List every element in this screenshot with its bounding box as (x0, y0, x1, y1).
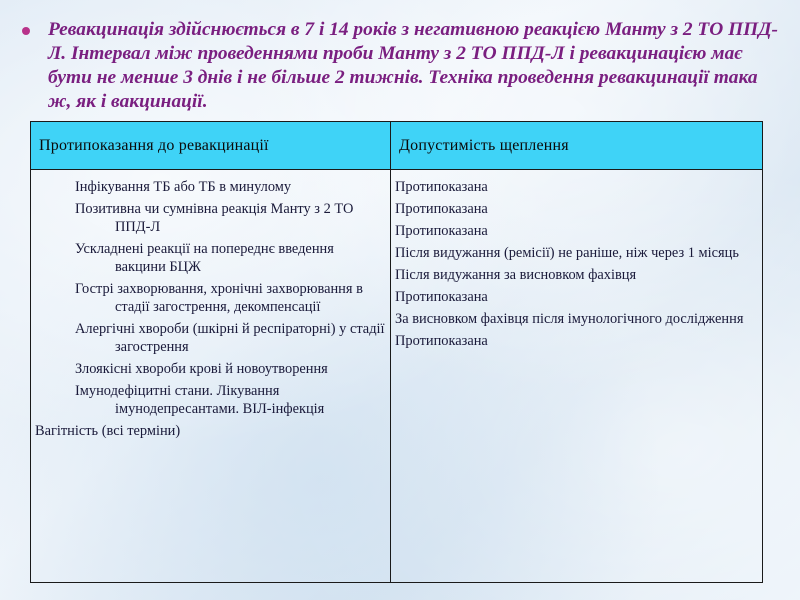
header-contraindications: Протипоказання до ревакцинації (31, 122, 391, 170)
admissibility-item: Протипоказана (395, 201, 488, 217)
admissibility-item: За висновком фахівця після імунологічного дослідження (395, 311, 744, 327)
revaccination-table (30, 121, 763, 583)
contraindication-item: Ускладнені реакції на попереднє введення вакцини БЦЖ (75, 241, 334, 275)
contraindication-item: Вагітність (всі терміни) (35, 423, 181, 439)
header-admissibility: Допустимість щеплення (391, 122, 763, 170)
table-header-row (31, 122, 763, 170)
contraindication-item: Інфікування ТБ або ТБ в минулому (75, 179, 292, 195)
contraindication-item: Гострі захворювання, хронічні захворювання в стадії загострення, декомпенсації (75, 281, 363, 315)
admissibility-item: Після видужання за висновком фахівця (395, 267, 637, 283)
intro-bullet (22, 18, 782, 114)
contraindication-item: Злоякісні хвороби крові й новоутворення (75, 361, 328, 377)
table-row (31, 170, 763, 583)
contraindication-item: Імунодефіцитні стани. Лікування імунодепресантами. ВІЛ-інфекція (75, 383, 325, 417)
admissibility-item: Протипоказана (395, 289, 488, 305)
contraindications-cell (31, 170, 391, 583)
intro-text: Ревакцинація здійснюється в 7 і 14 років з негативною реакцією Манту з 2 ТО ППД-Л. Інтервал між проведеннями проби Манту з 2 ТО ППД-Л і ревакцинацією має бути не менше 3 днів і не більше 2 тижнів. Техніка проведення ревакцинації така ж, як і вакцинації. (48, 19, 778, 112)
admissibility-item: Після видужання (ремісії) не раніше, ніж через 1 місяць (395, 245, 739, 261)
contraindication-item: Алергічні хвороби (шкірні й респіраторні) у стадії загострення (75, 321, 385, 355)
admissibility-item: Протипоказана (395, 179, 488, 195)
admissibility-cell (391, 170, 763, 583)
admissibility-item: Протипоказана (395, 333, 488, 349)
admissibility-item: Протипоказана (395, 223, 488, 239)
contraindication-item: Позитивна чи сумнівна реакція Манту з 2 ТО ППД-Л (75, 201, 354, 235)
bullet-dot-icon (22, 27, 30, 35)
